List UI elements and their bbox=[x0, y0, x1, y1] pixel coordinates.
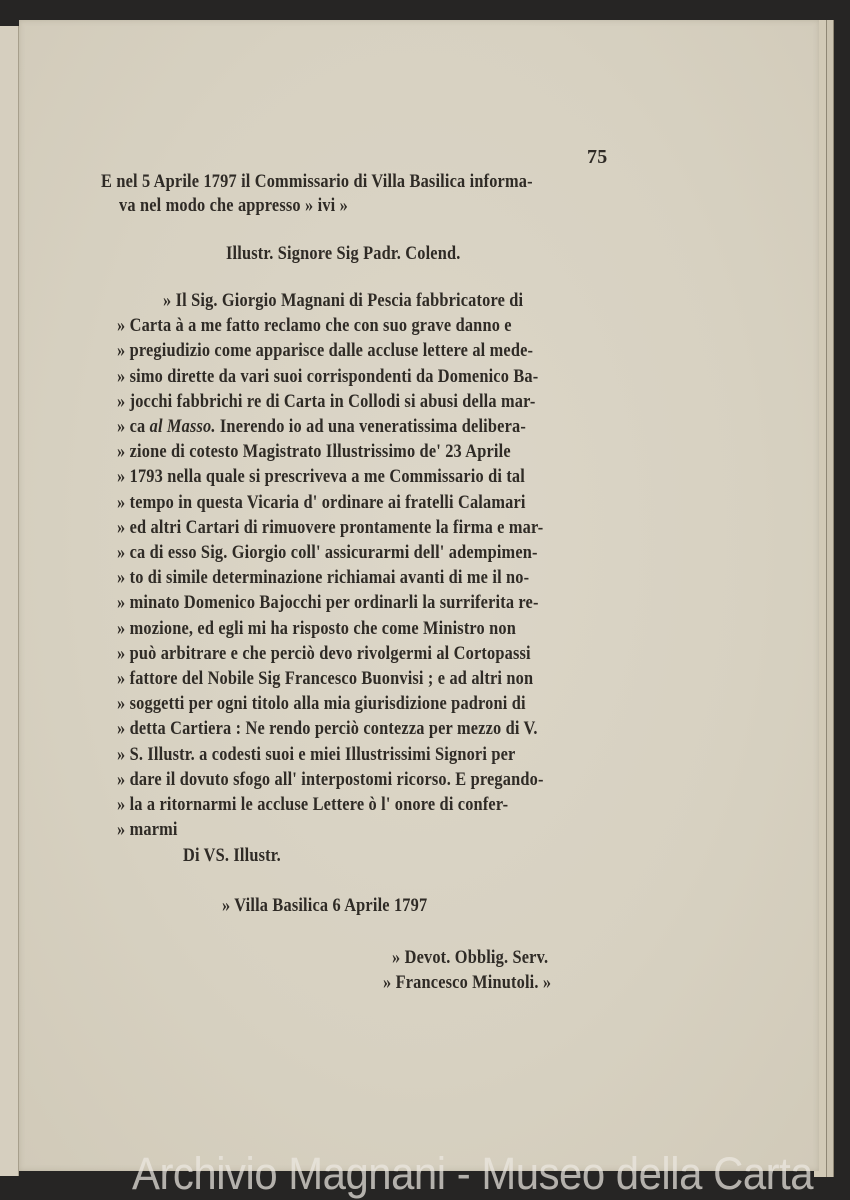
letter-line: » fattore del Nobile Sig Francesco Buonvisi ; e ad altri non bbox=[117, 668, 534, 689]
intro-line: E nel 5 Aprile 1797 il Commissario di Villa Basilica informa- bbox=[101, 171, 533, 192]
letter-line: » simo dirette da vari suoi corrispondenti da Domenico Ba- bbox=[117, 365, 539, 387]
letter-line: » 1793 nella quale si prescriveva a me Commissario di tal bbox=[117, 466, 525, 488]
letter-line: » zione di cotesto Magistrato Illustrissimo de' 23 Aprile bbox=[117, 441, 511, 463]
letter-line: » jocchi fabbrichi re di Carta in Collodi si abusi della mar- bbox=[117, 390, 536, 412]
letter-line: » dare il dovuto sfogo all' interpostomi ricorso. E pregando- bbox=[117, 768, 544, 790]
letter-line: » la a ritornarmi le accluse Lettere ò l' onore di confer- bbox=[117, 794, 509, 815]
letter-line: » to di simile determinazione richiamai avanti di me il no- bbox=[117, 567, 530, 589]
letter-line-start: » ca bbox=[117, 416, 150, 437]
letter-line: » S. Illustr. a codesti suoi e miei Illustrissimi Signori per bbox=[117, 743, 516, 765]
page-number: 75 bbox=[587, 146, 608, 168]
letter-line bbox=[117, 416, 526, 438]
letter-line: » ca di esso Sig. Giorgio coll' assicurarmi dell' adempimen- bbox=[117, 542, 538, 563]
letter-line: » minato Domenico Bajocchi per ordinarli la surriferita re- bbox=[117, 592, 539, 614]
letter-line: » tempo in questa Vicaria d' ordinare ai fratelli Calamari bbox=[117, 491, 526, 513]
letter-line: » può arbitrare e che perciò devo rivolgermi al Cortopassi bbox=[117, 642, 531, 664]
letter-line: » mozione, ed egli mi ha risposto che come Ministro non bbox=[117, 617, 517, 639]
letter-line: » detta Cartiera : Ne rendo perciò contezza per mezzo di V. bbox=[117, 718, 538, 740]
letter-line: » soggetti per ogni titolo alla mia giurisdizione padroni di bbox=[117, 693, 526, 715]
letter-line: » Carta à a me fatto reclamo che con suo grave danno e bbox=[117, 315, 512, 337]
watermark: Archivio Magnani - Museo della Carta bbox=[132, 1148, 814, 1199]
signature-name: » Francesco Minutoli. » bbox=[383, 972, 552, 993]
letter-line: » ed altri Cartari di rimuovere prontamente la firma e mar- bbox=[117, 516, 544, 538]
intro-line: va nel modo che appresso » ivi » bbox=[119, 195, 348, 216]
closing: Di VS. Illustr. bbox=[183, 845, 281, 866]
letter-line-rest: Inerendo io ad una veneratissima delibera- bbox=[215, 416, 526, 437]
salutation: Illustr. Signore Sig Padr. Colend. bbox=[226, 243, 461, 264]
letter-line: » pregiudizio come apparisce dalle accluse lettere al mede- bbox=[117, 340, 534, 362]
letter-line: » Il Sig. Giorgio Magnani di Pescia fabbricatore di bbox=[163, 290, 524, 311]
place-date: » Villa Basilica 6 Aprile 1797 bbox=[222, 895, 428, 916]
signature-line: » Devot. Obblig. Serv. bbox=[392, 947, 549, 968]
facing-page-edge bbox=[0, 26, 19, 1176]
italic-phrase: al Masso. bbox=[149, 416, 216, 437]
letter-line: » marmi bbox=[117, 819, 178, 841]
